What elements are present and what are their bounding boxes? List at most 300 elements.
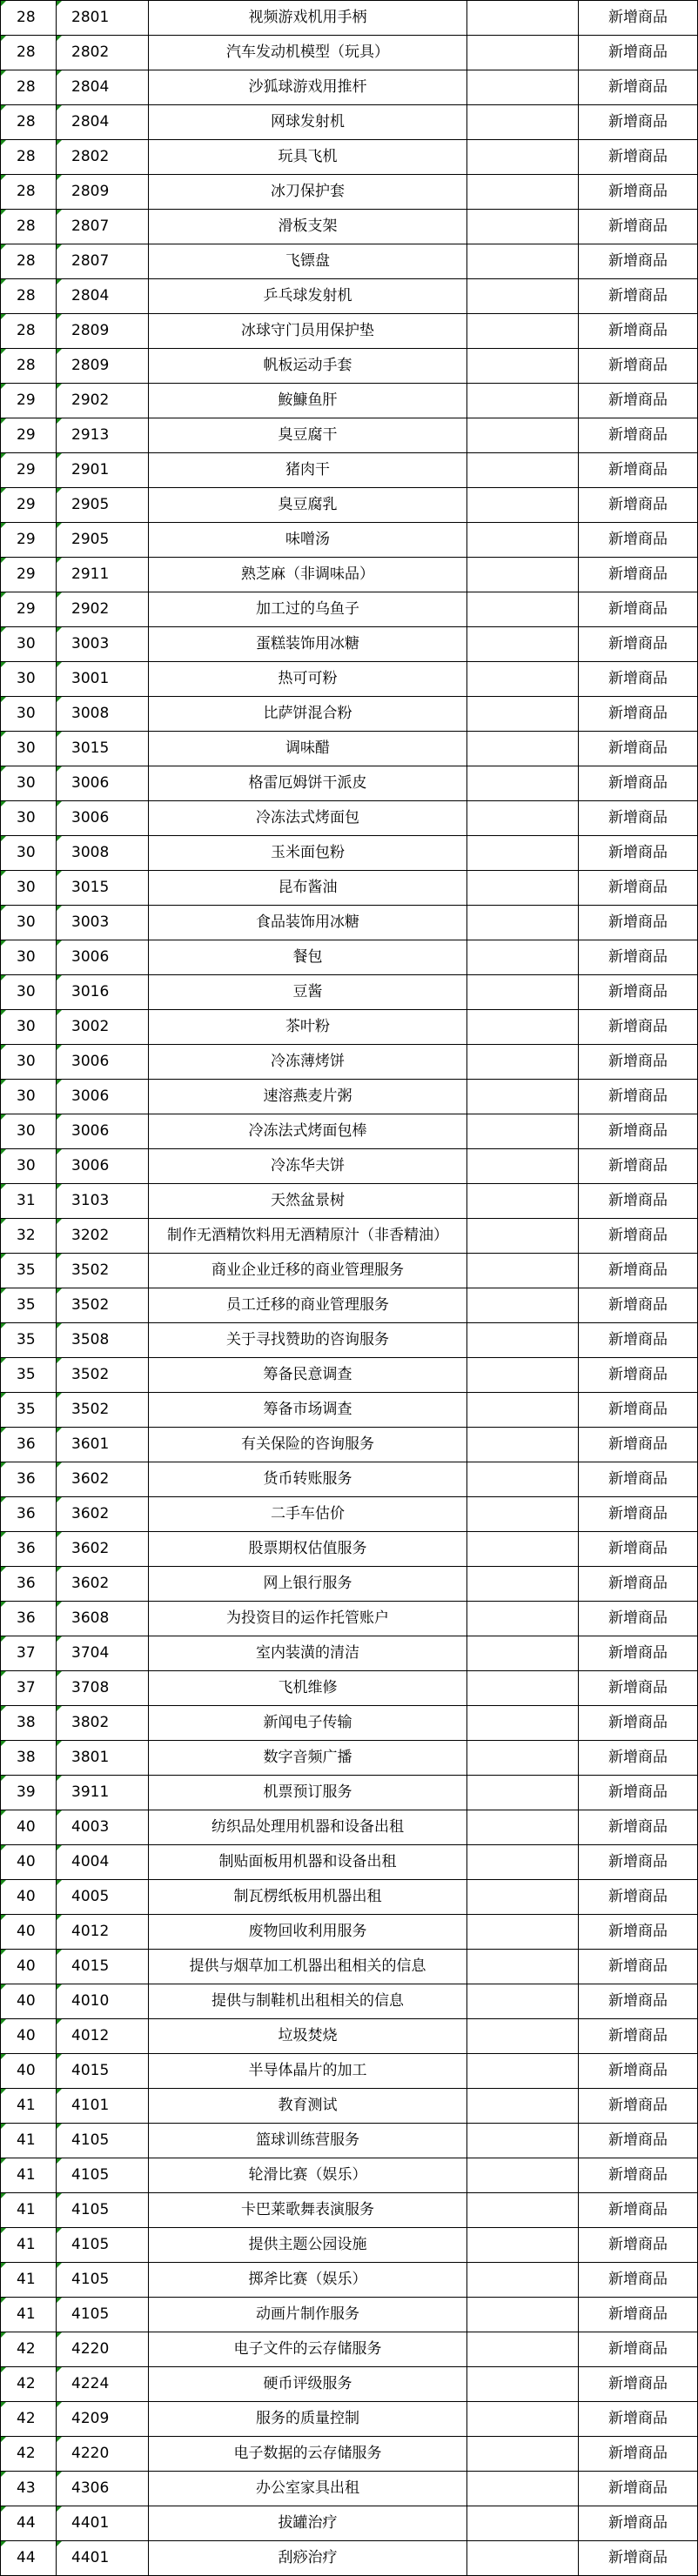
group-code-cell: 4401	[57, 2506, 149, 2541]
note-cell	[467, 1567, 579, 1602]
note-cell	[467, 2332, 579, 2367]
goods-name-cell: 滑板支架	[149, 210, 467, 244]
status-cell: 新增商品	[579, 836, 698, 871]
table-row	[1, 1532, 698, 1567]
group-code-cell: 2807	[57, 210, 149, 244]
group-code-cell: 3801	[57, 1741, 149, 1776]
table-row	[1, 1602, 698, 1636]
class-number-cell: 28	[1, 140, 57, 175]
status-cell: 新增商品	[579, 488, 698, 523]
note-cell	[467, 1532, 579, 1567]
note-cell	[467, 1915, 579, 1950]
class-number-cell: 30	[1, 975, 57, 1010]
status-cell: 新增商品	[579, 349, 698, 384]
goods-name-cell: 卡巴莱歌舞表演服务	[149, 2193, 467, 2228]
class-number-cell: 37	[1, 1636, 57, 1671]
table-row	[1, 1950, 698, 1984]
note-cell	[467, 662, 579, 697]
note-cell	[467, 453, 579, 488]
class-number-cell: 29	[1, 384, 57, 418]
goods-name-cell: 视频游戏机用手柄	[149, 1, 467, 36]
class-number-cell: 28	[1, 36, 57, 70]
status-cell: 新增商品	[579, 1532, 698, 1567]
group-code-cell: 3015	[57, 732, 149, 766]
table-row	[1, 105, 698, 140]
class-number-cell: 39	[1, 1776, 57, 1810]
table-row	[1, 1915, 698, 1950]
goods-name-cell: 提供与烟草加工机器出租相关的信息	[149, 1950, 467, 1984]
note-cell	[467, 2263, 579, 2298]
goods-name-cell: 为投资目的运作托管账户	[149, 1602, 467, 1636]
status-cell: 新增商品	[579, 2124, 698, 2158]
table-row	[1, 2124, 698, 2158]
table-row	[1, 210, 698, 244]
class-number-cell: 40	[1, 1810, 57, 1845]
group-code-cell: 2802	[57, 140, 149, 175]
status-cell: 新增商品	[579, 384, 698, 418]
note-cell	[467, 2089, 579, 2124]
status-cell: 新增商品	[579, 523, 698, 558]
goods-name-cell: 加工过的乌鱼子	[149, 592, 467, 627]
note-cell	[467, 2124, 579, 2158]
table-row	[1, 1254, 698, 1288]
table-row	[1, 1010, 698, 1045]
group-code-cell: 3708	[57, 1671, 149, 1706]
status-cell: 新增商品	[579, 453, 698, 488]
group-code-cell: 4105	[57, 2193, 149, 2228]
table-row	[1, 1114, 698, 1149]
goods-name-cell: 新闻电子传输	[149, 1706, 467, 1741]
class-number-cell: 40	[1, 1915, 57, 1950]
group-code-cell: 3008	[57, 836, 149, 871]
status-cell: 新增商品	[579, 2437, 698, 2472]
table-row	[1, 2158, 698, 2193]
class-number-cell: 40	[1, 1845, 57, 1880]
group-code-cell: 2902	[57, 592, 149, 627]
goods-name-cell: 臭豆腐干	[149, 418, 467, 453]
note-cell	[467, 384, 579, 418]
status-cell: 新增商品	[579, 1776, 698, 1810]
group-code-cell: 3502	[57, 1393, 149, 1428]
group-code-cell: 4105	[57, 2298, 149, 2332]
note-cell	[467, 2472, 579, 2506]
status-cell: 新增商品	[579, 2332, 698, 2367]
note-cell	[467, 1706, 579, 1741]
table-row	[1, 1149, 698, 1184]
table-row	[1, 384, 698, 418]
goods-name-cell: 动画片制作服务	[149, 2298, 467, 2332]
table-row	[1, 1080, 698, 1114]
status-cell: 新增商品	[579, 70, 698, 105]
status-cell: 新增商品	[579, 244, 698, 279]
status-cell: 新增商品	[579, 2367, 698, 2402]
group-code-cell: 3103	[57, 1184, 149, 1219]
goods-name-cell: 股票期权估值服务	[149, 1532, 467, 1567]
status-cell: 新增商品	[579, 140, 698, 175]
goods-name-cell: 冷冻华夫饼	[149, 1149, 467, 1184]
class-number-cell: 28	[1, 70, 57, 105]
class-number-cell: 40	[1, 2019, 57, 2054]
table-row	[1, 523, 698, 558]
class-number-cell: 32	[1, 1219, 57, 1254]
class-number-cell: 28	[1, 210, 57, 244]
table-row	[1, 2472, 698, 2506]
goods-name-cell: 昆布酱油	[149, 871, 467, 906]
table-row	[1, 2402, 698, 2437]
status-cell: 新增商品	[579, 2054, 698, 2089]
note-cell	[467, 1010, 579, 1045]
goods-name-cell: 硬币评级服务	[149, 2367, 467, 2402]
status-cell: 新增商品	[579, 2019, 698, 2054]
goods-name-cell: 提供与制鞋机出租相关的信息	[149, 1984, 467, 2019]
goods-name-cell: 纺织品处理用机器和设备出租	[149, 1810, 467, 1845]
group-code-cell: 3006	[57, 1045, 149, 1080]
table-row	[1, 1428, 698, 1462]
goods-name-cell: 货币转账服务	[149, 1462, 467, 1497]
goods-name-cell: 冷冻法式烤面包棒	[149, 1114, 467, 1149]
group-code-cell: 3502	[57, 1358, 149, 1393]
table-row	[1, 558, 698, 592]
status-cell: 新增商品	[579, 627, 698, 662]
goods-name-cell: 调味醋	[149, 732, 467, 766]
table-row	[1, 418, 698, 453]
goods-name-cell: 机票预订服务	[149, 1776, 467, 1810]
class-number-cell: 30	[1, 662, 57, 697]
status-cell: 新增商品	[579, 2506, 698, 2541]
note-cell	[467, 105, 579, 140]
table-row	[1, 801, 698, 836]
note-cell	[467, 697, 579, 732]
group-code-cell: 3502	[57, 1254, 149, 1288]
goods-name-cell: 玩具飞机	[149, 140, 467, 175]
table-row	[1, 975, 698, 1010]
goods-name-cell: 数字音频广播	[149, 1741, 467, 1776]
group-code-cell: 3003	[57, 906, 149, 940]
class-number-cell: 30	[1, 906, 57, 940]
note-cell	[467, 2367, 579, 2402]
class-number-cell: 41	[1, 2263, 57, 2298]
goods-name-cell: 拔罐治疗	[149, 2506, 467, 2541]
group-code-cell: 4012	[57, 1915, 149, 1950]
note-cell	[467, 732, 579, 766]
table-row	[1, 1810, 698, 1845]
group-code-cell: 2804	[57, 105, 149, 140]
class-number-cell: 42	[1, 2332, 57, 2367]
goods-name-cell: 蛋糕装饰用冰糖	[149, 627, 467, 662]
table-row	[1, 1, 698, 36]
group-code-cell: 3602	[57, 1462, 149, 1497]
class-number-cell: 30	[1, 1045, 57, 1080]
table-row	[1, 175, 698, 210]
table-row	[1, 2332, 698, 2367]
status-cell: 新增商品	[579, 1567, 698, 1602]
status-cell: 新增商品	[579, 1254, 698, 1288]
status-cell: 新增商品	[579, 1950, 698, 1984]
note-cell	[467, 2019, 579, 2054]
goods-name-cell: 茶叶粉	[149, 1010, 467, 1045]
table-row	[1, 36, 698, 70]
goods-name-cell: 汽车发动机模型（玩具）	[149, 36, 467, 70]
note-cell	[467, 2402, 579, 2437]
status-cell: 新增商品	[579, 2298, 698, 2332]
note-cell	[467, 975, 579, 1010]
class-number-cell: 44	[1, 2541, 57, 2576]
class-number-cell: 36	[1, 1462, 57, 1497]
status-cell: 新增商品	[579, 1845, 698, 1880]
group-code-cell: 4105	[57, 2263, 149, 2298]
status-cell: 新增商品	[579, 2402, 698, 2437]
class-number-cell: 30	[1, 940, 57, 975]
group-code-cell: 3002	[57, 1010, 149, 1045]
class-number-cell: 38	[1, 1706, 57, 1741]
note-cell	[467, 836, 579, 871]
status-cell: 新增商品	[579, 2472, 698, 2506]
class-number-cell: 30	[1, 1080, 57, 1114]
status-cell: 新增商品	[579, 1636, 698, 1671]
table-row	[1, 488, 698, 523]
note-cell	[467, 2054, 579, 2089]
note-cell	[467, 70, 579, 105]
goods-name-cell: 电子文件的云存储服务	[149, 2332, 467, 2367]
table-row	[1, 1219, 698, 1254]
class-number-cell: 35	[1, 1358, 57, 1393]
group-code-cell: 3003	[57, 627, 149, 662]
goods-name-cell: 提供主题公园设施	[149, 2228, 467, 2263]
class-number-cell: 30	[1, 801, 57, 836]
class-number-cell: 35	[1, 1288, 57, 1323]
note-cell	[467, 2506, 579, 2541]
status-cell: 新增商品	[579, 2193, 698, 2228]
note-cell	[467, 2541, 579, 2576]
status-cell: 新增商品	[579, 1219, 698, 1254]
table-row	[1, 766, 698, 801]
goods-name-cell: 食品装饰用冰糖	[149, 906, 467, 940]
table-row	[1, 2193, 698, 2228]
group-code-cell: 4105	[57, 2124, 149, 2158]
group-code-cell: 4105	[57, 2158, 149, 2193]
table-row	[1, 2367, 698, 2402]
status-cell: 新增商品	[579, 2158, 698, 2193]
class-number-cell: 30	[1, 1149, 57, 1184]
status-cell: 新增商品	[579, 697, 698, 732]
goods-name-cell: 半导体晶片的加工	[149, 2054, 467, 2089]
status-cell: 新增商品	[579, 1358, 698, 1393]
table-row	[1, 1358, 698, 1393]
class-number-cell: 28	[1, 349, 57, 384]
note-cell	[467, 1045, 579, 1080]
note-cell	[467, 1984, 579, 2019]
group-code-cell: 4220	[57, 2332, 149, 2367]
table-row	[1, 1045, 698, 1080]
group-code-cell: 4209	[57, 2402, 149, 2437]
note-cell	[467, 2228, 579, 2263]
status-cell: 新增商品	[579, 1915, 698, 1950]
note-cell	[467, 766, 579, 801]
status-cell: 新增商品	[579, 1671, 698, 1706]
goods-name-cell: 味噌汤	[149, 523, 467, 558]
table-row	[1, 592, 698, 627]
table-row	[1, 1288, 698, 1323]
note-cell	[467, 1671, 579, 1706]
goods-name-cell: 电子数据的云存储服务	[149, 2437, 467, 2472]
goods-name-cell: 豆酱	[149, 975, 467, 1010]
status-cell: 新增商品	[579, 592, 698, 627]
note-cell	[467, 418, 579, 453]
table-row	[1, 1776, 698, 1810]
goods-name-cell: 制作无酒精饮料用无酒精原汁（非香精油）	[149, 1219, 467, 1254]
status-cell: 新增商品	[579, 2263, 698, 2298]
status-cell: 新增商品	[579, 1602, 698, 1636]
group-code-cell: 3006	[57, 801, 149, 836]
table-row	[1, 279, 698, 314]
goods-name-cell: 网球发射机	[149, 105, 467, 140]
goods-name-cell: 服务的质量控制	[149, 2402, 467, 2437]
goods-name-cell: 制瓦楞纸板用机器出租	[149, 1880, 467, 1915]
class-number-cell: 35	[1, 1323, 57, 1358]
group-code-cell: 3608	[57, 1602, 149, 1636]
group-code-cell: 2901	[57, 453, 149, 488]
class-number-cell: 30	[1, 697, 57, 732]
group-code-cell: 4015	[57, 2054, 149, 2089]
table-row	[1, 314, 698, 349]
class-number-cell: 35	[1, 1254, 57, 1288]
class-number-cell: 41	[1, 2193, 57, 2228]
group-code-cell: 3006	[57, 1114, 149, 1149]
table-row	[1, 1462, 698, 1497]
note-cell	[467, 1845, 579, 1880]
table-row	[1, 2506, 698, 2541]
table-row	[1, 1984, 698, 2019]
table-row	[1, 244, 698, 279]
table-row	[1, 349, 698, 384]
status-cell: 新增商品	[579, 906, 698, 940]
group-code-cell: 4101	[57, 2089, 149, 2124]
goods-name-cell: 商业企业迁移的商业管理服务	[149, 1254, 467, 1288]
goods-name-cell: 乒乓球发射机	[149, 279, 467, 314]
status-cell: 新增商品	[579, 1497, 698, 1532]
note-cell	[467, 2193, 579, 2228]
class-number-cell: 29	[1, 523, 57, 558]
goods-name-cell: 冷冻薄烤饼	[149, 1045, 467, 1080]
group-code-cell: 4004	[57, 1845, 149, 1880]
status-cell: 新增商品	[579, 1741, 698, 1776]
class-number-cell: 35	[1, 1393, 57, 1428]
group-code-cell: 3602	[57, 1497, 149, 1532]
status-cell: 新增商品	[579, 1010, 698, 1045]
note-cell	[467, 36, 579, 70]
group-code-cell: 2809	[57, 175, 149, 210]
group-code-cell: 4105	[57, 2228, 149, 2263]
note-cell	[467, 1393, 579, 1428]
table-row	[1, 1323, 698, 1358]
table-row	[1, 2089, 698, 2124]
goods-name-cell: 餐包	[149, 940, 467, 975]
table-row	[1, 1671, 698, 1706]
group-code-cell: 3202	[57, 1219, 149, 1254]
group-code-cell: 4010	[57, 1984, 149, 2019]
class-number-cell: 42	[1, 2367, 57, 2402]
group-code-cell: 3006	[57, 1149, 149, 1184]
note-cell	[467, 314, 579, 349]
note-cell	[467, 627, 579, 662]
goods-name-cell: 冷冻法式烤面包	[149, 801, 467, 836]
class-number-cell: 30	[1, 1114, 57, 1149]
note-cell	[467, 349, 579, 384]
note-cell	[467, 1, 579, 36]
group-code-cell: 3006	[57, 1080, 149, 1114]
class-number-cell: 29	[1, 558, 57, 592]
goods-name-cell: 掷斧比赛（娱乐）	[149, 2263, 467, 2298]
note-cell	[467, 523, 579, 558]
group-code-cell: 4224	[57, 2367, 149, 2402]
note-cell	[467, 1114, 579, 1149]
table-row	[1, 836, 698, 871]
note-cell	[467, 871, 579, 906]
class-number-cell: 30	[1, 732, 57, 766]
class-number-cell: 29	[1, 488, 57, 523]
goods-name-cell: 臭豆腐乳	[149, 488, 467, 523]
group-code-cell: 4003	[57, 1810, 149, 1845]
group-code-cell: 3015	[57, 871, 149, 906]
note-cell	[467, 1636, 579, 1671]
note-cell	[467, 244, 579, 279]
status-cell: 新增商品	[579, 105, 698, 140]
group-code-cell: 2911	[57, 558, 149, 592]
note-cell	[467, 940, 579, 975]
class-number-cell: 41	[1, 2158, 57, 2193]
status-cell: 新增商品	[579, 871, 698, 906]
table-row	[1, 1567, 698, 1602]
class-number-cell: 40	[1, 1880, 57, 1915]
class-number-cell: 40	[1, 2054, 57, 2089]
table-row	[1, 662, 698, 697]
class-number-cell: 42	[1, 2402, 57, 2437]
status-cell: 新增商品	[579, 662, 698, 697]
class-number-cell: 37	[1, 1671, 57, 1706]
group-code-cell: 3006	[57, 766, 149, 801]
status-cell: 新增商品	[579, 975, 698, 1010]
note-cell	[467, 279, 579, 314]
goods-name-cell: 关于寻找赞助的咨询服务	[149, 1323, 467, 1358]
group-code-cell: 3704	[57, 1636, 149, 1671]
class-number-cell: 30	[1, 627, 57, 662]
table-row	[1, 871, 698, 906]
group-code-cell: 3008	[57, 697, 149, 732]
goods-name-cell: 刮痧治疗	[149, 2541, 467, 2576]
status-cell: 新增商品	[579, 175, 698, 210]
group-code-cell: 2804	[57, 279, 149, 314]
goods-table-body	[1, 1, 698, 2576]
status-cell: 新增商品	[579, 1080, 698, 1114]
goods-name-cell: 制贴面板用机器和设备出租	[149, 1845, 467, 1880]
class-number-cell: 28	[1, 1, 57, 36]
group-code-cell: 2809	[57, 349, 149, 384]
goods-name-cell: 筹备民意调查	[149, 1358, 467, 1393]
class-number-cell: 36	[1, 1532, 57, 1567]
class-number-cell: 41	[1, 2228, 57, 2263]
status-cell: 新增商品	[579, 1184, 698, 1219]
class-number-cell: 28	[1, 314, 57, 349]
class-number-cell: 41	[1, 2298, 57, 2332]
group-code-cell: 4401	[57, 2541, 149, 2576]
goods-name-cell: 员工迁移的商业管理服务	[149, 1288, 467, 1323]
goods-name-cell: 办公室家具出租	[149, 2472, 467, 2506]
goods-name-cell: 热可可粉	[149, 662, 467, 697]
table-row	[1, 1636, 698, 1671]
goods-name-cell: 网上银行服务	[149, 1567, 467, 1602]
group-code-cell: 2809	[57, 314, 149, 349]
status-cell: 新增商品	[579, 418, 698, 453]
